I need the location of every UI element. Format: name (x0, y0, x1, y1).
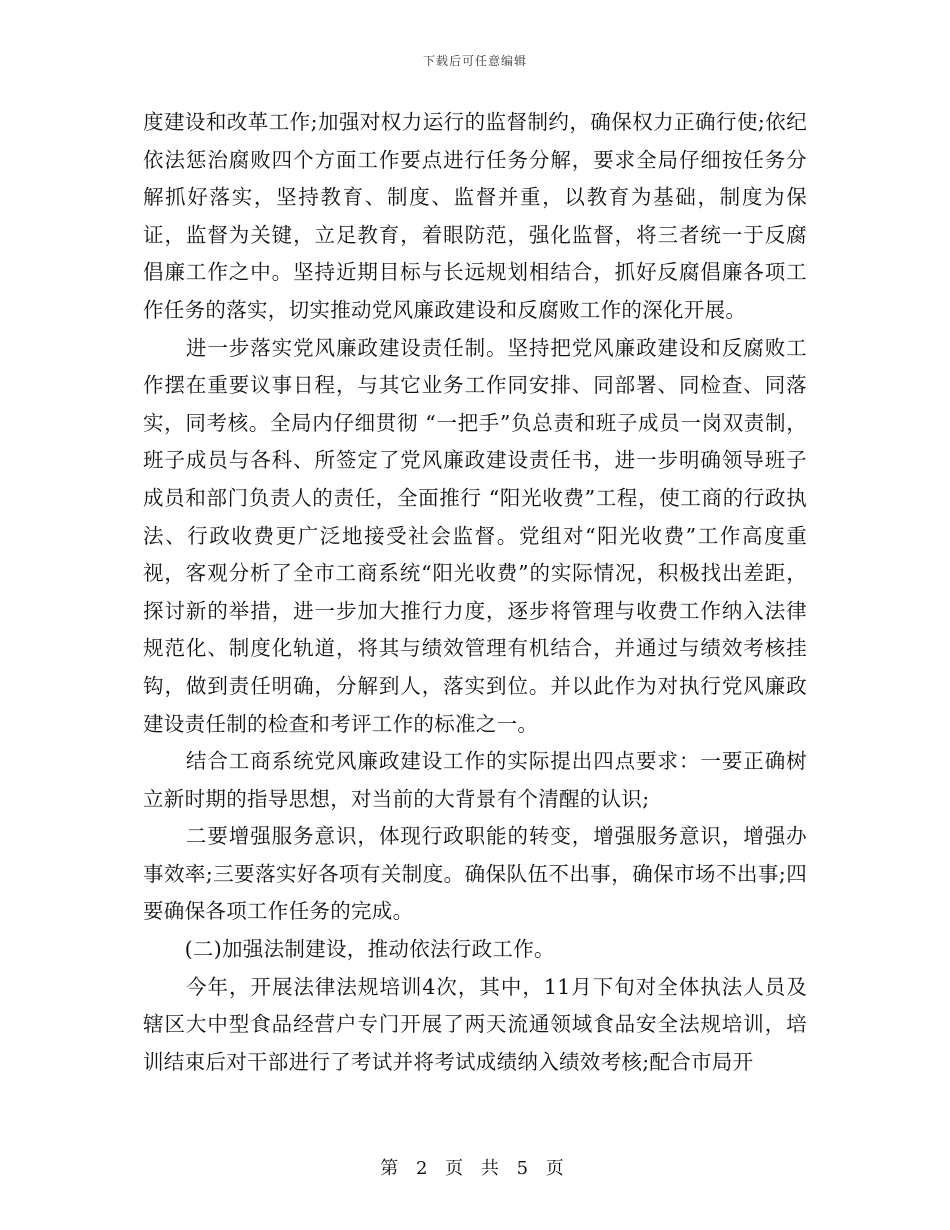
paragraph-5: (二)加强法制建设，推动依法行政工作。 (143, 937, 555, 962)
page-header: 下载后可任意编辑 (422, 54, 527, 68)
document-body (143, 104, 807, 1081)
paragraph-6: 今年，开展法律法规培训4次，其中，11月下旬对全体执法人员及辖区大中型食品经营户专门开展了两天流通领域食品安全法规培训，培训结束后对干部进行了考试并将考试成绩纳入绩效考核;配合市局开 (143, 974, 807, 1074)
paragraph-1: 度建设和改革工作;加强对权力运行的监督制约，确保权力正确行使;依纪依法惩治腐败四个方面工作要点进行任务分解，要求全局仔细按任务分解抓好落实，坚持教育、制度、监督并重，以教育为基础，制度为保证，监督为关键，立足教育，着眼防范，强化监督，将三者统一于反腐倡廉工作之中。坚持近期目标与长远规划相结合，抓好反腐倡廉各项工作任务的落实，切实推动党风廉政建设和反腐败工作的深化开展。 (143, 110, 807, 322)
page-number: 第 2 页 共 5 页 (380, 1158, 570, 1179)
paragraph-3: 结合工商系统党风廉政建设工作的实际提出四点要求：一要正确树立新时期的指导思想，对当前的大背景有个清醒的认识; (143, 749, 807, 811)
paragraph-4: 二要增强服务意识，体现行政职能的转变，增强服务意识，增强办事效率;三要落实好各项有关制度。确保队伍不出事，确保市场不出事;四要确保各项工作任务的完成。 (143, 824, 807, 924)
paragraph-2: 进一步落实党风廉政建设责任制。坚持把党风廉政建设和反腐败工作摆在重要议事日程，与其它业务工作同安排、同部署、同检查、同落实，同考核。全局内仔细贯彻 “一把手”负总责和班子成员一岗双责制，班子成员与各科、所签定了党风廉政建设责任书，进一步明确领导班子成员和部门负责人的责任，全面推行 “阳光收费”工程，使工商的行政执法、行政收费更广泛地接受社会监督。党组对“阳光收费”工作高度重视，客观分析了全市工商系统“阳光收费”的实际情况，积极找出差距，探讨新的举措，进一步加大推行力度，逐步将管理与收费工作纳入法律规范化、制度化轨道，将其与绩效管理有机结合，并通过与绩效考核挂钩，做到责任明确，分解到人，落实到位。并以此作为对执行党风廉政建设责任制的检查和考评工作的标准之一。 (143, 335, 807, 736)
